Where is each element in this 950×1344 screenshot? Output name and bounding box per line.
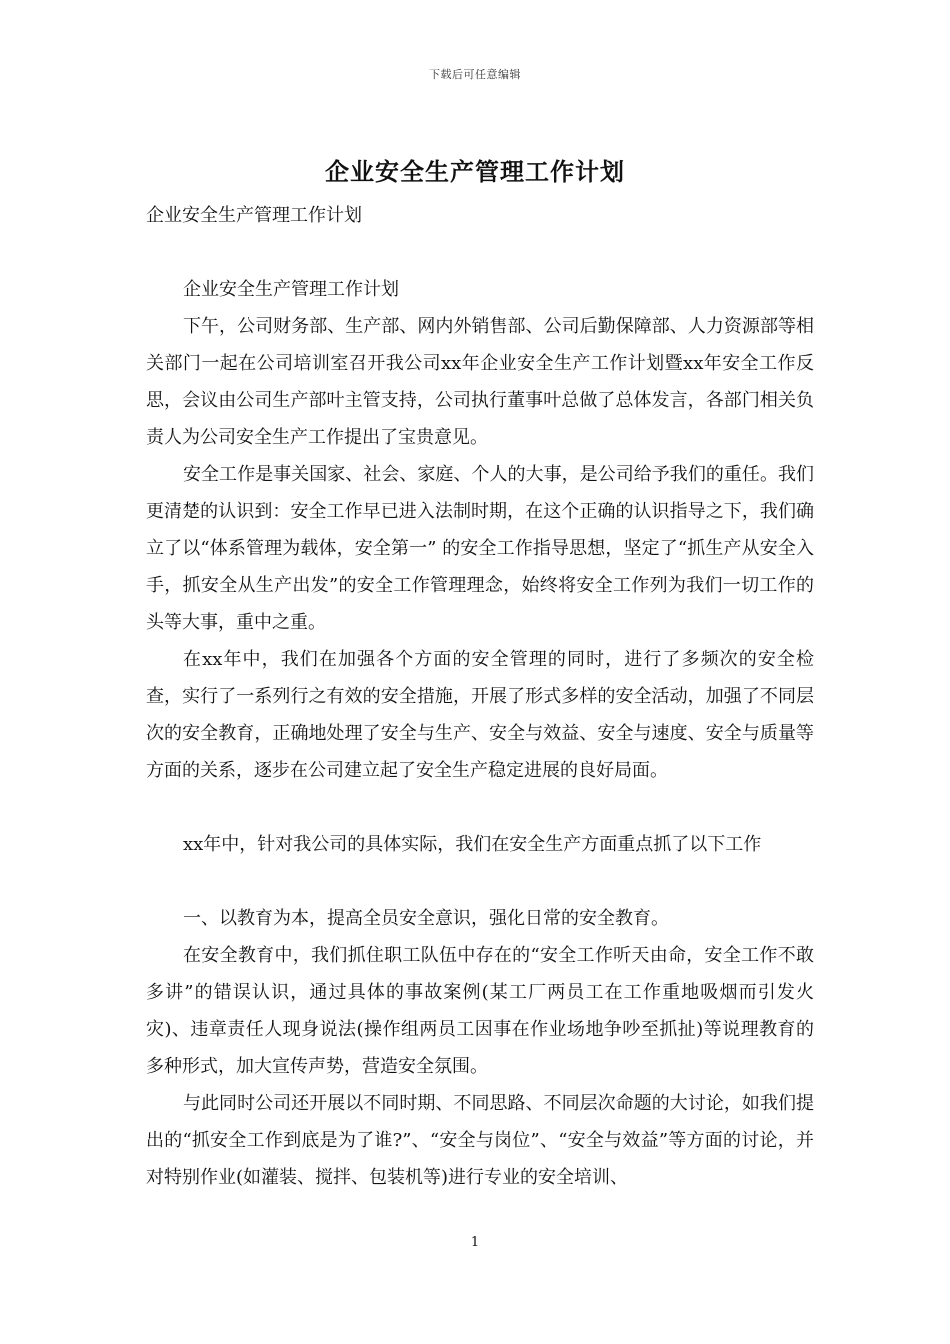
section-heading-paragraph: 企业安全生产管理工作计划 xyxy=(183,279,399,300)
page-number: 1 xyxy=(470,1235,480,1250)
section-heading-paragraph: 一、以教育为本，提高全员安全意识，强化日常的安全教育。 xyxy=(183,908,669,929)
document-body xyxy=(146,197,814,1196)
header-note: 下载后可任意编辑 xyxy=(429,68,521,81)
body-paragraph: xx年中，针对我公司的具体实际，我们在安全生产方面重点抓了以下工作 xyxy=(183,834,762,855)
body-paragraph: 在安全教育中，我们抓住职工队伍中存在的“安全工作听天由命，安全工作不敢多讲”的错误认识，通过具体的事故案例(某工厂两员工在工作重地吸烟而引发火灾)、违章责任人现身说法(操作组两员工因事在作业场地争吵至抓扯)等说理教育的多种形式，加大宣传声势，营造安全氛围。 xyxy=(146,945,814,1077)
body-paragraph: 与此同时公司还开展以不同时期、不同思路、不同层次命题的大讨论，如我们提出的“抓安全工作到底是为了谁?”、“安全与岗位”、“安全与效益”等方面的讨论，并对特别作业(如灌装、搅拌、包装机等)进行专业的安全培训、 xyxy=(146,1093,814,1188)
subtitle-paragraph: 企业安全生产管理工作计划 xyxy=(146,205,362,226)
body-paragraph: 下午，公司财务部、生产部、网内外销售部、公司后勤保障部、人力资源部等相关部门一起在公司培训室召开我公司xx年企业安全生产工作计划暨xx年安全工作反思，会议由公司生产部叶主管支持，公司执行董事叶总做了总体发言，各部门相关负责人为公司安全生产工作提出了宝贵意见。 xyxy=(146,316,814,448)
body-paragraph: 在xx年中，我们在加强各个方面的安全管理的同时，进行了多频次的安全检查，实行了一系列行之有效的安全措施，开展了形式多样的安全活动，加强了不同层次的安全教育，正确地处理了安全与生产、安全与效益、安全与速度、安全与质量等方面的关系，逐步在公司建立起了安全生产稳定进展的良好局面。 xyxy=(146,649,814,781)
body-paragraph: 安全工作是事关国家、社会、家庭、个人的大事，是公司给予我们的重任。我们更清楚的认识到：安全工作早已进入法制时期，在这个正确的认识指导之下，我们确立了以“体系管理为载体，安全第一” 的安全工作指导思想，坚定了“抓生产从安全入手，抓安全从生产出发”的安全工作管理理念，始终将安全工作列为我们一切工作的头等大事，重中之重。 xyxy=(146,464,814,633)
document-title: 企业安全生产管理工作计划 xyxy=(325,157,625,186)
